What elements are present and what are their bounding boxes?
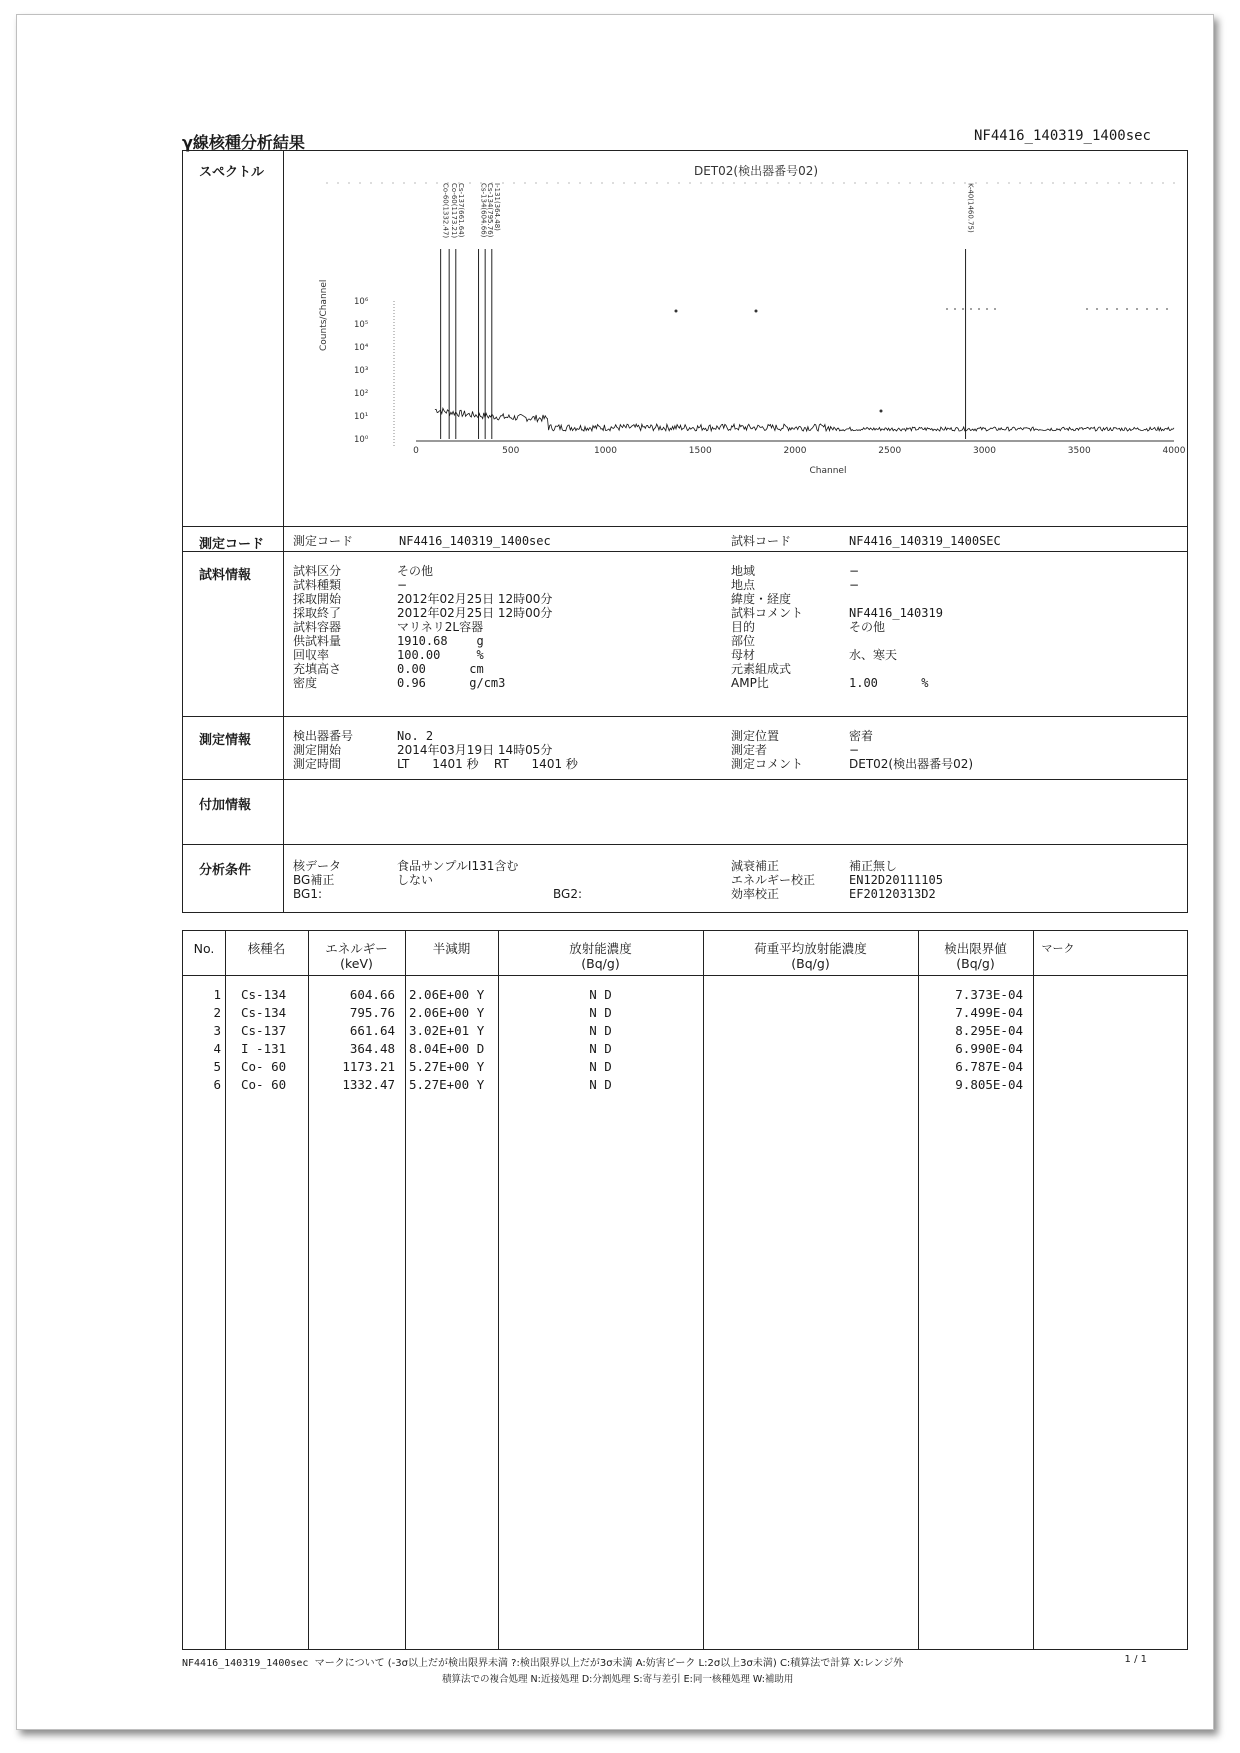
results-table [182,930,1188,1650]
header-detection-limit: 検出限界値 (Bq/g) [944,941,1007,971]
cell-nuclide: Cs-134 [241,987,287,1002]
sample-info-left: 試料区分 その他 試料種類 − 採取開始 2012年02月25日 12時00分 採取終了 2012年02月25日 12時00分 試料容器 マリネリ2L容器 供試料量 1910.68 g 回収率 100.00 % 充填高さ 0.00 cm 密度 0.96 g/cm3 [293,564,553,690]
cell-half-life: 2.06E+00 Y [409,1005,485,1020]
cell-energy: 795.76 [349,1005,395,1020]
bg2-label: BG2: [553,887,582,901]
y-tick-label: 10² [354,389,369,399]
spectrum-chart [286,151,1186,526]
cell-no: 6 [213,1077,221,1092]
info-frame [182,150,1188,913]
divider [183,526,1187,527]
cell-no: 2 [213,1005,221,1020]
cell-half-life: 8.04E+00 D [409,1041,485,1056]
peak-marker-label: Cs-134(604.66) [479,183,488,238]
y-tick-label: 10⁴ [354,343,369,353]
cell-no: 4 [213,1041,221,1056]
header-mark: マーク [1041,942,1075,955]
cell-limit: 7.499E-04 [955,1005,1023,1020]
document-page [16,14,1214,1730]
report-title: γ線核種分析結果 [182,133,305,152]
peak-marker-label: Cs-137(661.64) [456,183,465,238]
peak-marker-label: Co-60(1173.21) [450,183,459,239]
peak-marker-label: Co-60(1332.47) [441,183,450,239]
sample-info-right: 地域 − 地点 − 緯度・経度 試料コメント NF4416_140319 目的 その他 部位 母材 水、寒天 元素組成式 AMP比 1.00 % [731,564,943,690]
page-number: 1 / 1 [1124,1654,1147,1665]
peak-marker-label: Cs-134(795.76) [486,183,495,238]
report-id: NF4416_140319_1400sec [973,128,1151,144]
x-tick-label: 3000 [973,446,996,456]
footer-note: NF4416_140319_1400sec マークについて (-3σ以上だが検出限界未満 ?:検出限界以上だが3σ未満 A:妨害ピーク L:2σ以上3σ未満) C:積算法で計算 X:レンジ外 [182,1658,904,1669]
label-column-divider [283,151,284,912]
x-tick-label: 2000 [783,446,807,456]
y-tick-label: 10⁵ [354,320,369,330]
y-tick-label: 10⁰ [354,435,369,445]
header-energy: エネルギー (keV) [325,941,388,971]
cell-limit: 9.805E-04 [955,1077,1023,1092]
cell-nuclide: Co- 60 [241,1077,287,1092]
x-axis-label: Channel [809,466,847,476]
cell-energy: 1332.47 [342,1077,395,1092]
cell-activity: N D [589,1005,612,1020]
col-divider [918,931,919,1649]
cell-limit: 6.787E-04 [955,1059,1023,1074]
cell-energy: 661.64 [349,1023,395,1038]
cell-nuclide: Co- 60 [241,1059,287,1074]
cell-no: 3 [213,1023,221,1038]
cell-half-life: 5.27E+00 Y [409,1077,485,1092]
x-tick-label: 0 [413,446,419,456]
spectrum-section-label: スペクトル [199,165,265,180]
col-divider [498,931,499,1649]
x-tick-label: 500 [502,446,520,456]
col-divider [225,931,226,1649]
spectrum-trace-path [435,408,1174,431]
footer-note-2: 積算法での複合処理 N:近接処理 D:分割処理 S:寄与差引 E:同一核種処理 W:補助用 [442,1674,794,1685]
cell-energy: 1173.21 [342,1059,395,1074]
col-divider [1033,931,1034,1649]
measurement-code-section-label: 測定コード [199,537,265,552]
col-divider [703,931,704,1649]
cell-activity: N D [589,1059,612,1074]
spectrum-trace [435,408,1174,431]
divider [183,716,1187,717]
cell-limit: 7.373E-04 [955,987,1023,1002]
sample-code-value: NF4416_140319_1400SEC [849,534,1001,548]
cell-energy: 604.66 [349,987,395,1002]
measurement-info-left: 検出器番号 No. 2 測定開始 2014年03月19日 14時05分 測定時間 LT 1401 秒 RT 1401 秒 [293,729,578,771]
peak-marker-label: K-40(1460.75) [966,183,975,233]
col-divider [308,931,309,1649]
analysis-conditions-right: 減衰補正 補正無し エネルギー校正 EN12D20111105 効率校正 EF20120313D2 [731,859,943,901]
y-tick-label: 10⁶ [354,297,369,307]
y-tick-label: 10³ [354,366,369,376]
cell-half-life: 2.06E+00 Y [409,987,485,1002]
x-tick-label: 1500 [688,446,712,456]
cell-activity: N D [589,987,612,1002]
cell-nuclide: I -131 [241,1041,287,1056]
cell-limit: 6.990E-04 [955,1041,1023,1056]
cell-energy: 364.48 [349,1041,395,1056]
x-tick-label: 3500 [1067,446,1091,456]
sample-code-label: 試料コード [731,534,792,548]
peak-marker-label: I-131(364.48) [492,183,501,231]
cell-nuclide: Cs-134 [241,1005,287,1020]
peak-markers [441,183,975,439]
cell-activity: N D [589,1041,612,1056]
header-no: No. [193,941,215,956]
cell-activity: N D [589,1023,612,1038]
sample-info-section-label: 試料情報 [199,568,252,583]
x-tick-label: 2500 [878,446,902,456]
spectrum-svg [286,151,1186,526]
y-ticks [354,297,369,445]
x-tick-label: 1000 [594,446,617,456]
measurement-code-value: NF4416_140319_1400sec [399,534,551,548]
analysis-conditions-left: 核データ 食品サンプルI131含む BG補正 しない BG1: [293,859,519,901]
y-tick-label: 10¹ [354,412,369,422]
y-axis-label: Counts/Channel [319,279,329,351]
cell-nuclide: Cs-137 [241,1023,287,1038]
divider [183,844,1187,845]
x-ticks [413,441,1186,456]
measurement-code-label: 測定コード [293,534,354,548]
cell-activity: N D [589,1077,612,1092]
x-tick-label: 4000 [1162,446,1186,456]
header-activity: 放射能濃度 (Bq/g) [569,941,632,971]
cell-half-life: 5.27E+00 Y [409,1059,485,1074]
measurement-info-section-label: 測定情報 [199,733,252,748]
cell-no: 5 [213,1059,221,1074]
cell-no: 1 [213,987,221,1002]
divider [183,779,1187,780]
measurement-info-right: 測定位置 密着 測定者 − 測定コメント DET02(検出器番号02) [731,729,974,771]
header-weighted-activity: 荷重平均放射能濃度 (Bq/g) [754,941,867,971]
chart-title: DET02(検出器番号02) [693,164,819,178]
header-divider [183,975,1187,976]
divider [183,551,1187,552]
cell-half-life: 3.02E+01 Y [409,1023,485,1038]
analysis-conditions-section-label: 分析条件 [199,863,252,878]
header-half-life: 半減期 [432,941,471,956]
cell-limit: 8.295E-04 [955,1023,1023,1038]
col-divider [405,931,406,1649]
additional-info-section-label: 付加情報 [199,798,252,813]
header-nuclide: 核種名 [247,941,286,956]
